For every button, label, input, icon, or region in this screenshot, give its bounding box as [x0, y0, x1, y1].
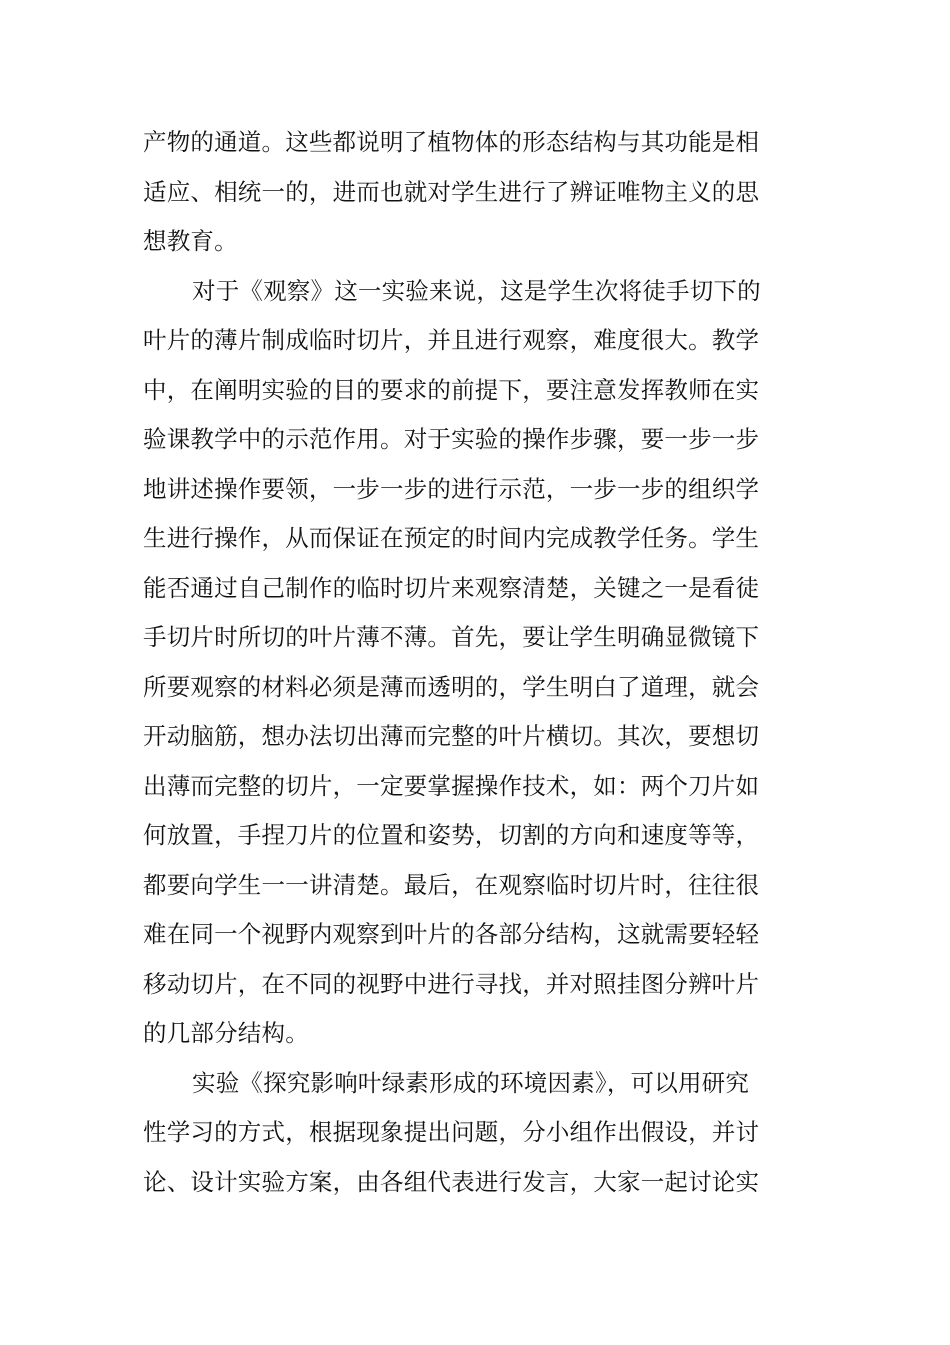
text-line-7: 验课教学中的示范作用。对于实验的操作步骤，要一步一步 [143, 425, 760, 453]
text-line-15: 何放置，手捏刀片的位置和姿势，切割的方向和速度等等， [143, 821, 760, 849]
text-line-14: 出薄而完整的切片，一定要掌握操作技术，如：两个刀片如 [143, 771, 760, 800]
text-line-3: 想教育。 [143, 227, 238, 255]
text-line-17: 难在同一个视野内观察到叶片的各部分结构，这就需要轻轻 [143, 920, 760, 948]
text-line-6: 中，在阐明实验的目的要求的前提下，要注意发挥教师在实 [143, 375, 760, 404]
body-text [143, 118, 761, 1207]
text-line-4: 对于《观察》这一实验来说，这是学生次将徒手切下的 [192, 276, 761, 305]
text-line-18: 移动切片，在不同的视野中进行寻找，并对照挂图分辨叶片 [143, 969, 760, 998]
text-line-16: 都要向学生一一讲清楚。最后，在观察临时切片时，往往很 [143, 870, 760, 899]
text-line-21: 性学习的方式，根据现象提出问题，分小组作出假设，并讨 [143, 1118, 760, 1146]
text-line-9: 生进行操作，从而保证在预定的时间内完成教学任务。学生 [143, 524, 760, 552]
text-line-11: 手切片时所切的叶片薄不薄。首先，要让学生明确显微镜下 [143, 623, 760, 651]
text-line-13: 开动脑筋，想办法切出薄而完整的叶片横切。其次，要想切 [143, 722, 760, 750]
text-line-2: 适应、相统一的，进而也就对学生进行了辨证唯物主义的思 [143, 177, 760, 206]
text-line-5: 叶片的薄片制成临时切片，并且进行观察，难度很大。教学 [143, 326, 760, 354]
text-line-20: 实验《探究影响叶绿素形成的环境因素》，可以用研究 [192, 1068, 750, 1097]
text-line-12: 所要观察的材料必须是薄而透明的，学生明白了道理，就会 [143, 672, 760, 701]
text-line-8: 地讲述操作要领，一步一步的进行示范，一步一步的组织学 [143, 474, 760, 503]
text-line-10: 能否通过自己制作的临时切片来观察清楚，关键之一是看徒 [143, 573, 760, 602]
text-line-19: 的几部分结构。 [143, 1019, 309, 1047]
text-line-1: 产物的通道。这些都说明了植物体的形态结构与其功能是相 [143, 128, 760, 156]
text-line-22: 论、设计实验方案，由各组代表进行发言，大家一起讨论实 [143, 1167, 760, 1196]
